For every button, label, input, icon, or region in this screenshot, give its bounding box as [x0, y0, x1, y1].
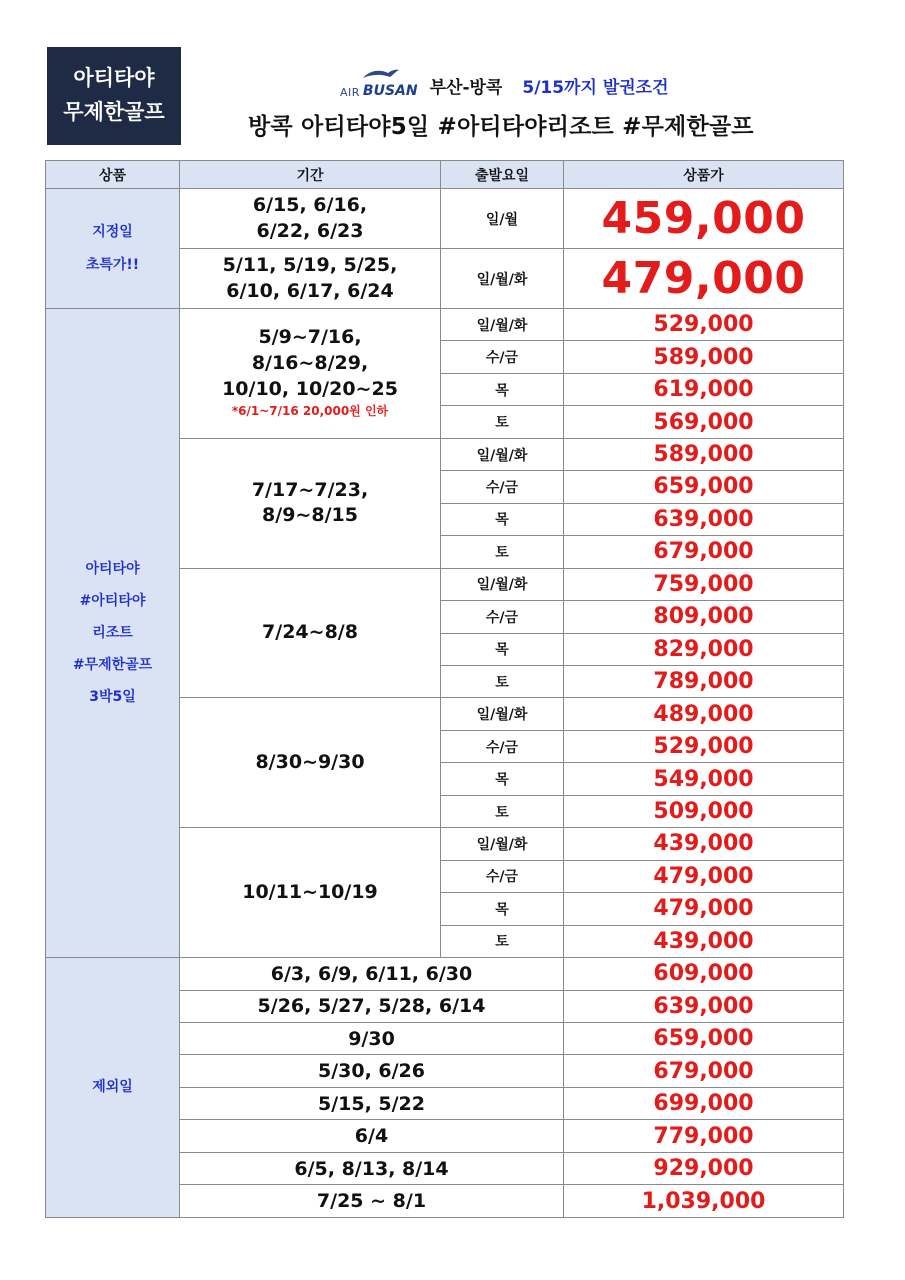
departure-days: 목 [441, 633, 564, 665]
excluded-dates: 9/30 [180, 1022, 564, 1054]
departure-days: 일/월/화 [441, 249, 564, 309]
special-category: 지정일 초특가!! [46, 189, 180, 309]
price-value: 549,000 [564, 763, 844, 795]
price-value: 509,000 [564, 795, 844, 827]
page-title: 방콕 아티타야5일 #아티타야리조트 #무제한골프 [248, 114, 754, 140]
price-value: 609,000 [564, 958, 844, 990]
table-row [46, 189, 844, 249]
departure-days: 일/월 [441, 189, 564, 249]
badge-line-2: 무제한골프 [63, 100, 165, 124]
price-value: 779,000 [564, 1120, 844, 1152]
departure-days: 토 [441, 536, 564, 568]
price-value: 759,000 [564, 568, 844, 600]
excluded-dates: 7/25 ~ 8/1 [180, 1185, 564, 1218]
departure-days: 일/월/화 [441, 568, 564, 600]
discount-note: *6/1~7/16 20,000원 인하 [231, 404, 389, 419]
price-value: 589,000 [564, 341, 844, 373]
price-value: 659,000 [564, 1022, 844, 1054]
package-category: 아티타야 #아티타야 리조트 #무제한골프 3박5일 [46, 309, 180, 958]
period-cell: 8/30~9/30 [180, 698, 441, 828]
price-value: 659,000 [564, 471, 844, 503]
departure-days: 토 [441, 925, 564, 957]
ticketing-deadline: 5/15까지 발권조건 [522, 77, 669, 98]
table-header-row [46, 161, 844, 189]
price-value: 439,000 [564, 925, 844, 957]
header-price: 상품가 [564, 161, 844, 189]
table-row [46, 958, 844, 990]
period-cell: 6/15, 6/16, 6/22, 6/23 [180, 189, 441, 249]
departure-days: 수/금 [441, 341, 564, 373]
departure-days: 토 [441, 665, 564, 697]
period-cell: 5/9~7/16, 8/16~8/29, 10/10, 10/20~25 *6/1~7/16 20,000원 인하 [180, 309, 441, 439]
price-value: 809,000 [564, 601, 844, 633]
departure-days: 수/금 [441, 730, 564, 762]
airline-logo-busan: BUSAN [362, 83, 418, 99]
period-cell: 5/11, 5/19, 5/25, 6/10, 6/17, 6/24 [180, 249, 441, 309]
excluded-dates: 5/15, 5/22 [180, 1087, 564, 1119]
price-value: 699,000 [564, 1087, 844, 1119]
departure-days: 목 [441, 373, 564, 405]
price-value: 619,000 [564, 373, 844, 405]
excluded-dates: 5/26, 5/27, 5/28, 6/14 [180, 990, 564, 1022]
price-value: 479,000 [564, 893, 844, 925]
excluded-dates: 6/4 [180, 1120, 564, 1152]
price-value: 529,000 [564, 730, 844, 762]
departure-days: 수/금 [441, 471, 564, 503]
price-value: 829,000 [564, 633, 844, 665]
period-cell: 7/24~8/8 [180, 568, 441, 698]
departure-days: 일/월/화 [441, 309, 564, 341]
departure-days: 수/금 [441, 860, 564, 892]
route-text: 부산-방콕 [429, 77, 503, 98]
period-cell: 7/17~7/23, 8/9~8/15 [180, 438, 441, 568]
airline-logo-air: AIR [340, 86, 360, 99]
airline-logo [340, 72, 418, 98]
price-value: 929,000 [564, 1152, 844, 1184]
badge-line-1: 아티타야 [73, 66, 155, 91]
product-badge [47, 47, 181, 145]
bird-icon [362, 68, 400, 80]
excluded-dates: 6/5, 8/13, 8/14 [180, 1152, 564, 1184]
departure-days: 토 [441, 406, 564, 438]
departure-days: 토 [441, 795, 564, 827]
price-table [45, 160, 844, 1218]
departure-days: 목 [441, 893, 564, 925]
route-line [340, 70, 669, 100]
header-period: 기간 [180, 161, 441, 189]
excluded-dates: 6/3, 6/9, 6/11, 6/30 [180, 958, 564, 990]
excluded-category: 제외일 [46, 958, 180, 1218]
period-cell: 10/11~10/19 [180, 828, 441, 958]
price-value: 529,000 [564, 309, 844, 341]
price-value: 479,000 [564, 249, 844, 309]
price-value: 569,000 [564, 406, 844, 438]
price-value: 439,000 [564, 828, 844, 860]
departure-days: 일/월/화 [441, 828, 564, 860]
departure-days: 목 [441, 503, 564, 535]
price-value: 459,000 [564, 189, 844, 249]
price-value: 679,000 [564, 536, 844, 568]
price-value: 1,039,000 [564, 1185, 844, 1218]
departure-days: 일/월/화 [441, 698, 564, 730]
price-value: 479,000 [564, 860, 844, 892]
price-value: 589,000 [564, 438, 844, 470]
departure-days: 일/월/화 [441, 438, 564, 470]
price-value: 639,000 [564, 990, 844, 1022]
excluded-dates: 5/30, 6/26 [180, 1055, 564, 1087]
table-row [46, 309, 844, 341]
price-value: 639,000 [564, 503, 844, 535]
price-value: 489,000 [564, 698, 844, 730]
header-departure: 출발요일 [441, 161, 564, 189]
price-value: 789,000 [564, 665, 844, 697]
departure-days: 수/금 [441, 601, 564, 633]
header-product: 상품 [46, 161, 180, 189]
price-value: 679,000 [564, 1055, 844, 1087]
departure-days: 목 [441, 763, 564, 795]
